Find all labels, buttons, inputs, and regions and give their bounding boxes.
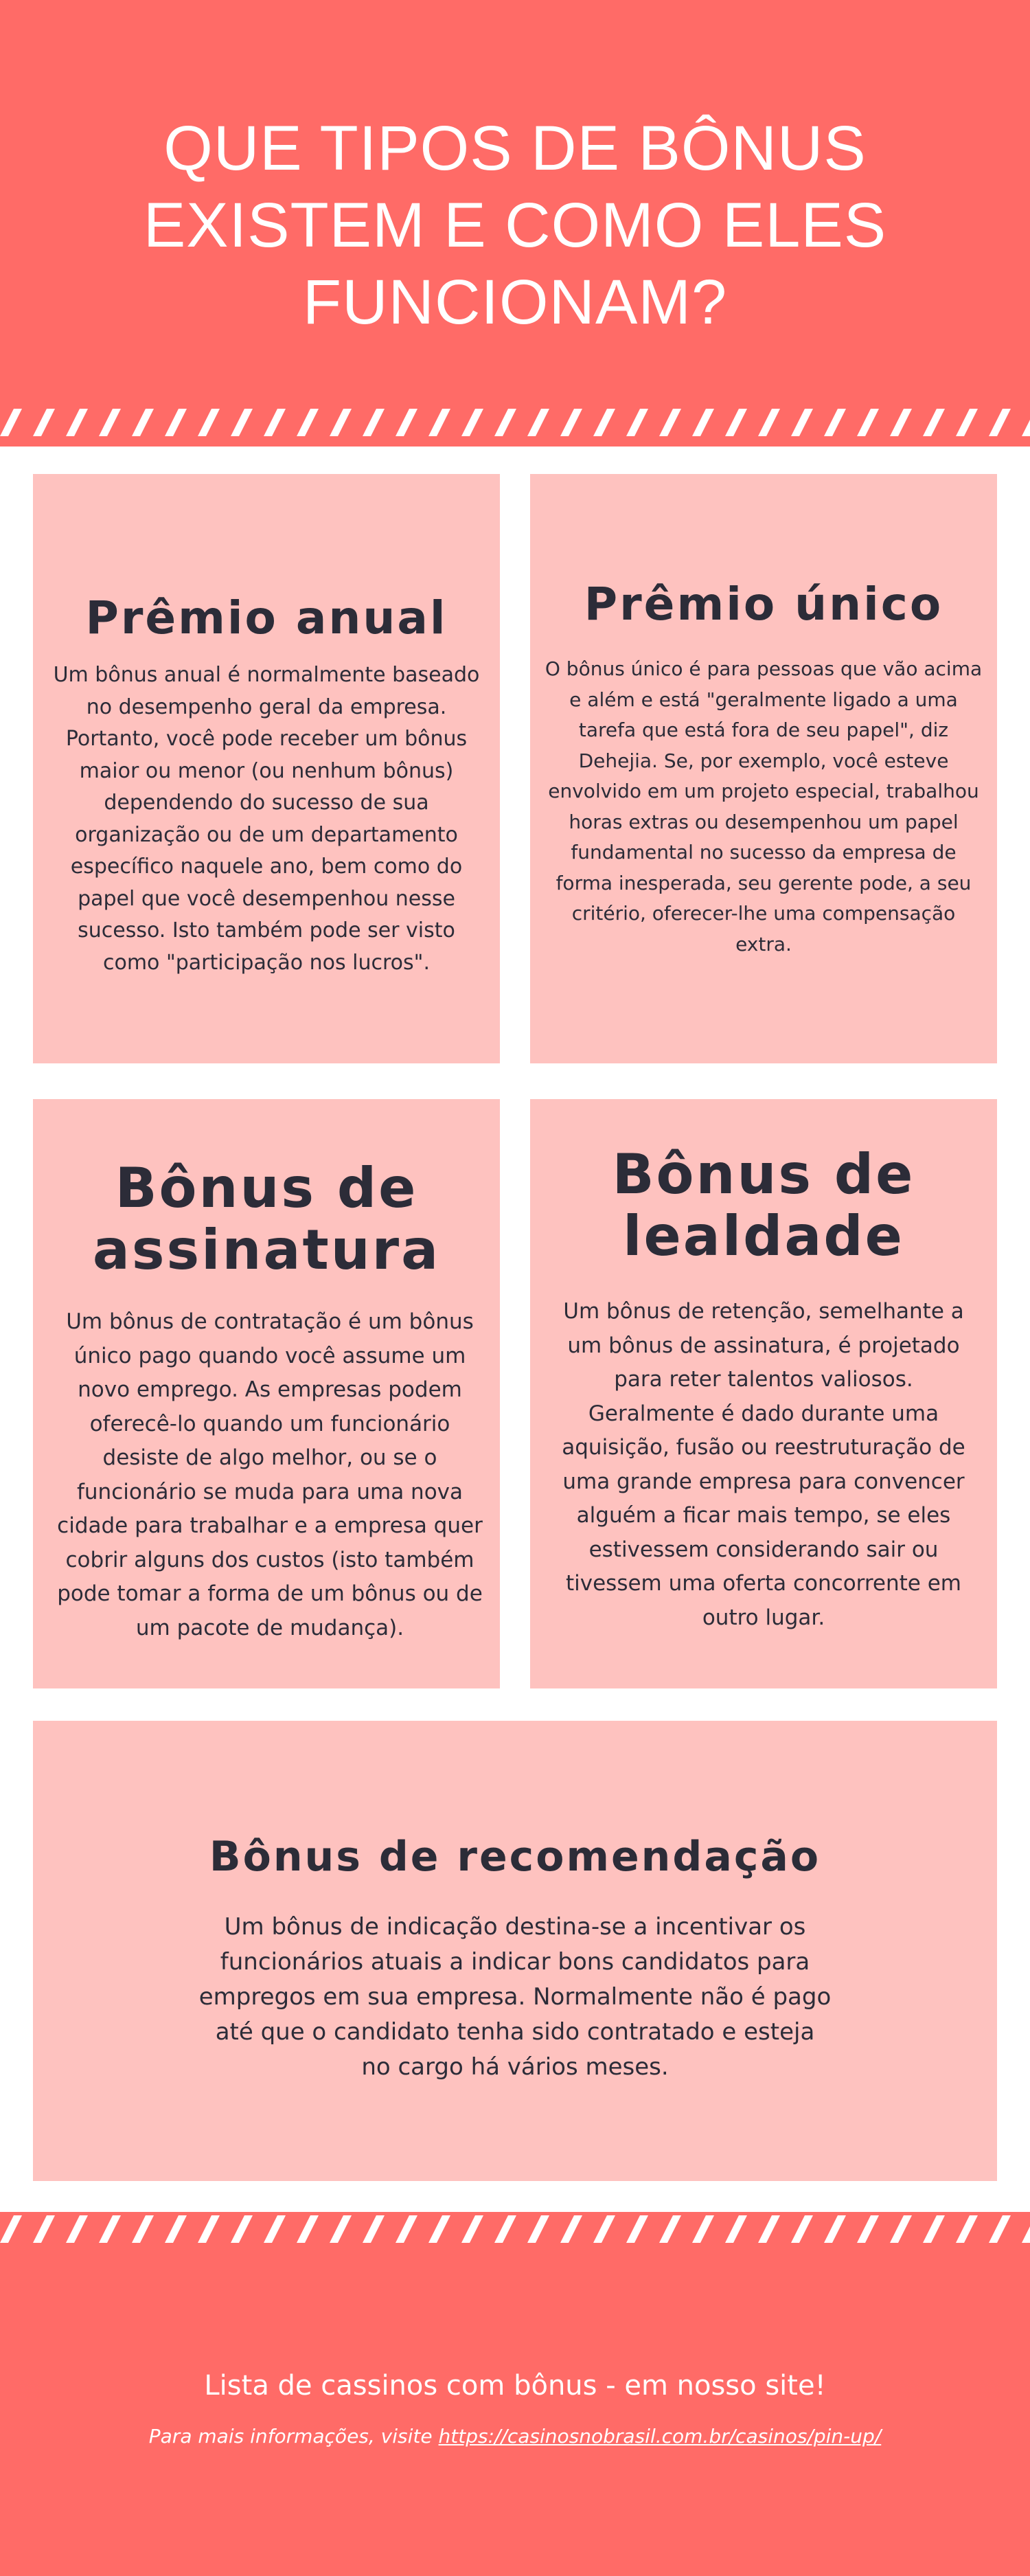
card-single-line: forma inesperada, seu gerente pode, a seu <box>556 871 972 894</box>
card-loyalty-body <box>537 1295 990 1635</box>
card-referral-line: funcionários atuais a indicar bons candidatos para <box>220 1948 810 1976</box>
card-referral-title: Bônus de recomendação <box>209 1833 821 1881</box>
card-single-line: e além e está "geralmente ligado a uma <box>569 688 958 711</box>
card-loyalty-line: estivessem considerando sair ou <box>588 1537 939 1562</box>
card-signing-title <box>33 1157 500 1281</box>
card-signing-body <box>43 1305 496 1645</box>
card-loyalty-line: alguém a ficar mais tempo, se eles <box>576 1503 951 1528</box>
card-signing-title-line-1: Bônus de <box>115 1156 418 1220</box>
card-single-bonus <box>530 474 997 1063</box>
card-annual-line: no desempenho geral da empresa. <box>86 694 447 719</box>
card-single-line: horas extras ou desempenhou um papel <box>569 810 959 833</box>
card-loyalty-line: uma grande empresa para convencer <box>562 1469 965 1494</box>
card-loyalty-line: Um bônus de retenção, semelhante a <box>563 1299 964 1324</box>
card-annual-title: Prêmio anual <box>85 591 448 644</box>
card-signing-bonus <box>33 1099 500 1688</box>
card-annual-line: Um bônus anual é normalmente baseado <box>53 663 480 687</box>
card-loyalty-line: Geralmente é dado durante uma <box>588 1401 939 1426</box>
card-single-line: envolvido em um projeto especial, trabalhou <box>548 780 979 802</box>
card-signing-line: cobrir alguns dos custos (isto também <box>65 1547 474 1572</box>
footer-note-prefix: Para mais informações, visite <box>148 2425 439 2448</box>
card-signing-line: único pago quando você assume um <box>73 1343 466 1368</box>
card-signing-line: desiste de algo melhor, ou se o <box>102 1445 437 1470</box>
footer-heading: Lista de cassinos com bônus - em nosso site! <box>204 2370 826 2402</box>
card-referral-line: até que o candidato tenha sido contratado e esteja <box>215 2018 815 2046</box>
footer-banner <box>0 2253 1030 2576</box>
card-referral-body <box>172 1910 858 2085</box>
card-single-line: tarefa que está fora de seu papel", diz <box>578 719 949 741</box>
page-title-line-2: EXISTEM E COMO ELES <box>143 190 887 260</box>
card-signing-title-line-2: assinatura <box>92 1218 441 1282</box>
card-annual-line: dependendo do sucesso de sua <box>104 791 429 815</box>
stripe-divider-bottom <box>0 2212 1030 2253</box>
card-annual-line: Portanto, você pode receber um bônus <box>65 727 468 751</box>
card-annual-line: organização ou de um departamento <box>75 822 458 847</box>
page-title-line-3: FUNCIONAM? <box>302 267 728 337</box>
card-single-body <box>534 654 994 960</box>
card-signing-line: um pacote de mudança). <box>135 1615 404 1640</box>
card-loyalty-line: um bônus de assinatura, é projetado <box>567 1333 960 1358</box>
card-annual-body <box>43 659 490 979</box>
card-referral-bonus <box>33 1721 997 2181</box>
card-annual-line: papel que você desempenhou nesse <box>78 886 455 911</box>
card-loyalty-title-line-2: lealdade <box>623 1204 904 1268</box>
card-single-line: critério, oferecer-lhe uma compensação <box>571 902 956 925</box>
card-referral-line: Um bônus de indicação destina-se a incentivar os <box>224 1913 806 1941</box>
card-loyalty-line: tivessem uma oferta concorrente em <box>565 1571 961 1596</box>
card-loyalty-bonus <box>530 1099 997 1688</box>
header-banner <box>0 0 1030 405</box>
card-loyalty-line: outro lugar. <box>702 1605 825 1630</box>
card-referral-line: empregos em sua empresa. Normalmente não é pago <box>198 1983 832 2011</box>
card-annual-bonus <box>33 474 500 1063</box>
card-loyalty-line: aquisição, fusão ou reestruturação de <box>562 1435 965 1460</box>
stripe-divider-top <box>0 405 1030 447</box>
page-title <box>103 110 927 341</box>
card-referral-line: no cargo há vários meses. <box>361 2053 669 2081</box>
card-single-line: fundamental no sucesso da empresa de <box>571 841 957 863</box>
card-signing-line: pode tomar a forma de um bônus ou de <box>57 1581 483 1606</box>
footer-link[interactable]: https://casinosnobrasil.com.br/casinos/pin-up/ <box>438 2425 882 2448</box>
card-loyalty-title <box>530 1144 997 1267</box>
card-annual-line: como "participação nos lucros". <box>102 950 430 975</box>
card-signing-line: cidade para trabalhar e a empresa quer <box>57 1513 483 1538</box>
card-annual-line: específico naquele ano, bem como do <box>70 855 463 879</box>
card-single-line: O bônus único é para pessoas que vão acima <box>545 657 983 680</box>
card-signing-line: oferecê-lo quando um funcionário <box>89 1411 450 1436</box>
card-annual-line: maior ou menor (ou nenhum bônus) <box>79 758 454 783</box>
card-single-line: Dehejia. Se, por exemplo, você esteve <box>578 749 949 772</box>
footer-note <box>0 2425 1030 2448</box>
card-signing-line: Um bônus de contratação é um bônus <box>66 1309 474 1334</box>
page-title-line-1: QUE TIPOS DE BÔNUS <box>163 113 867 183</box>
card-loyalty-title-line-1: Bônus de <box>612 1142 915 1206</box>
card-single-line: extra. <box>735 932 792 956</box>
card-signing-line: funcionário se muda para uma nova <box>76 1479 464 1504</box>
card-annual-line: sucesso. Isto também pode ser visto <box>78 918 455 942</box>
card-signing-line: novo emprego. As empresas podem <box>78 1377 462 1402</box>
card-loyalty-line: para reter talentos valiosos. <box>614 1367 913 1392</box>
card-single-title: Prêmio único <box>584 578 943 631</box>
